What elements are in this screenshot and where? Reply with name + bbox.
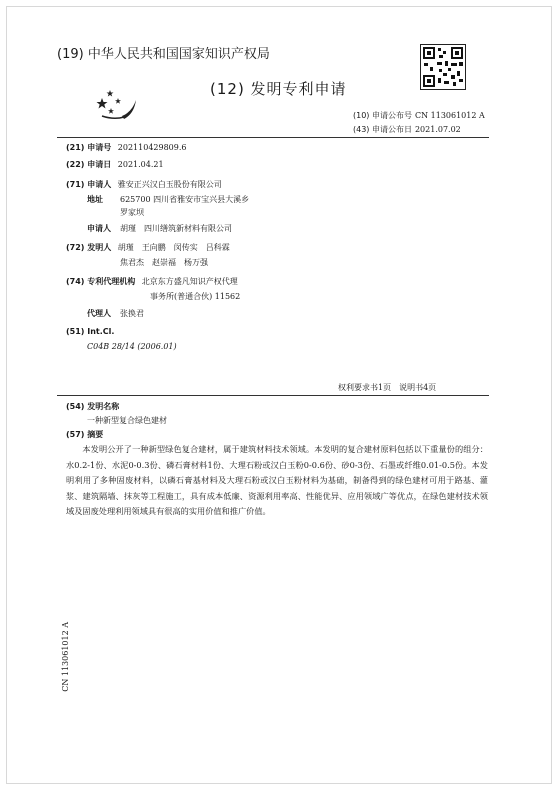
office-name: (19) 中华人民共和国国家知识产权局: [57, 47, 270, 62]
agency-row: [66, 275, 238, 288]
application-number-row: [66, 141, 187, 154]
applicant-label: (71) 申请人: [66, 180, 112, 189]
application-number: 202110429809.6: [117, 143, 187, 152]
cnipa-logo-icon: [94, 86, 138, 122]
application-date-row: [66, 158, 164, 171]
inventors-row: [66, 241, 230, 254]
applicant: 雅安正兴汉白玉股份有限公司: [117, 180, 222, 189]
application-number-label: (21) 申请号: [66, 143, 112, 152]
publication-number: CN 113061012 A: [414, 111, 485, 120]
header-divider: [57, 137, 489, 138]
intcl-label: (51) Int.Cl.: [66, 327, 115, 336]
inventors-line-1: 胡瑾 王向鹏 闵传实 吕科霖: [117, 243, 230, 252]
publication-number-label: (10) 申请公布号: [353, 111, 412, 120]
agent: 张换君: [120, 309, 144, 318]
agent-label: 代理人: [87, 309, 111, 318]
address-line-1: 625700 四川省雅安市宝兴县大溪乡: [120, 195, 250, 204]
applicant-row: [66, 178, 222, 191]
publication-number-row: [353, 110, 485, 121]
pages-info: 权利要求书1页 说明书4页: [338, 383, 437, 392]
abstract-divider: [57, 395, 489, 396]
address-label: 地址: [87, 195, 103, 204]
agency-line-2: 事务所(普通合伙) 11562: [150, 292, 241, 301]
intcl-code: C04B 28/14 (2006.01): [87, 342, 177, 351]
agency-line-1: 北京东方盛凡知识产权代理: [141, 277, 238, 286]
abstract-text: 本发明公开了一种新型绿色复合建材，属于建筑材料技术领域。本发明的复合建材原料包括以下重量份的组分：水0.2-1份、水泥0-0.3份、磷石膏材料1份、大理石粉或汉白玉粉0-0.6份、砂0-3份、石墨或纤维0.01-0.5份。本发明利用了多种固废材料，以磷石膏基材料及大理石粉或汉白玉粉材料为基础，制备得到的绿色建材可用于路基、灌浆、建筑隔墙、抹灰等工程施工，具有成本低廉、资源利用率高、性能优异、应用领域广等优点，在绿色建材技术领域及固废处理利用领域具有很高的实用价值和推广价值。: [66, 444, 488, 516]
abstract-label: (57) 摘要: [66, 430, 104, 439]
inventors-line-2: 焦君杰 赵崇福 杨万强: [120, 258, 208, 267]
publication-date: 2021.07.02: [414, 125, 461, 134]
side-publication-number: CN 113061012 A: [61, 622, 70, 692]
address-line-2: 罗家坝: [120, 208, 144, 217]
document-type: (12) 发明专利申请: [210, 80, 347, 98]
applicant2: 胡瑾 四川缮筑新材料有限公司: [120, 224, 232, 233]
publication-date-label: (43) 申请公布日: [353, 125, 412, 134]
qr-code-icon: [420, 44, 466, 90]
publication-date-row: [353, 124, 461, 135]
title-label: (54) 发明名称: [66, 402, 120, 411]
applicant2-label: 申请人: [87, 224, 111, 233]
agency-label: (74) 专利代理机构: [66, 277, 136, 286]
application-date-label: (22) 申请日: [66, 160, 112, 169]
inventors-label: (72) 发明人: [66, 243, 112, 252]
application-date: 2021.04.21: [117, 160, 164, 169]
invention-title: 一种新型复合绿色建材: [87, 416, 167, 425]
